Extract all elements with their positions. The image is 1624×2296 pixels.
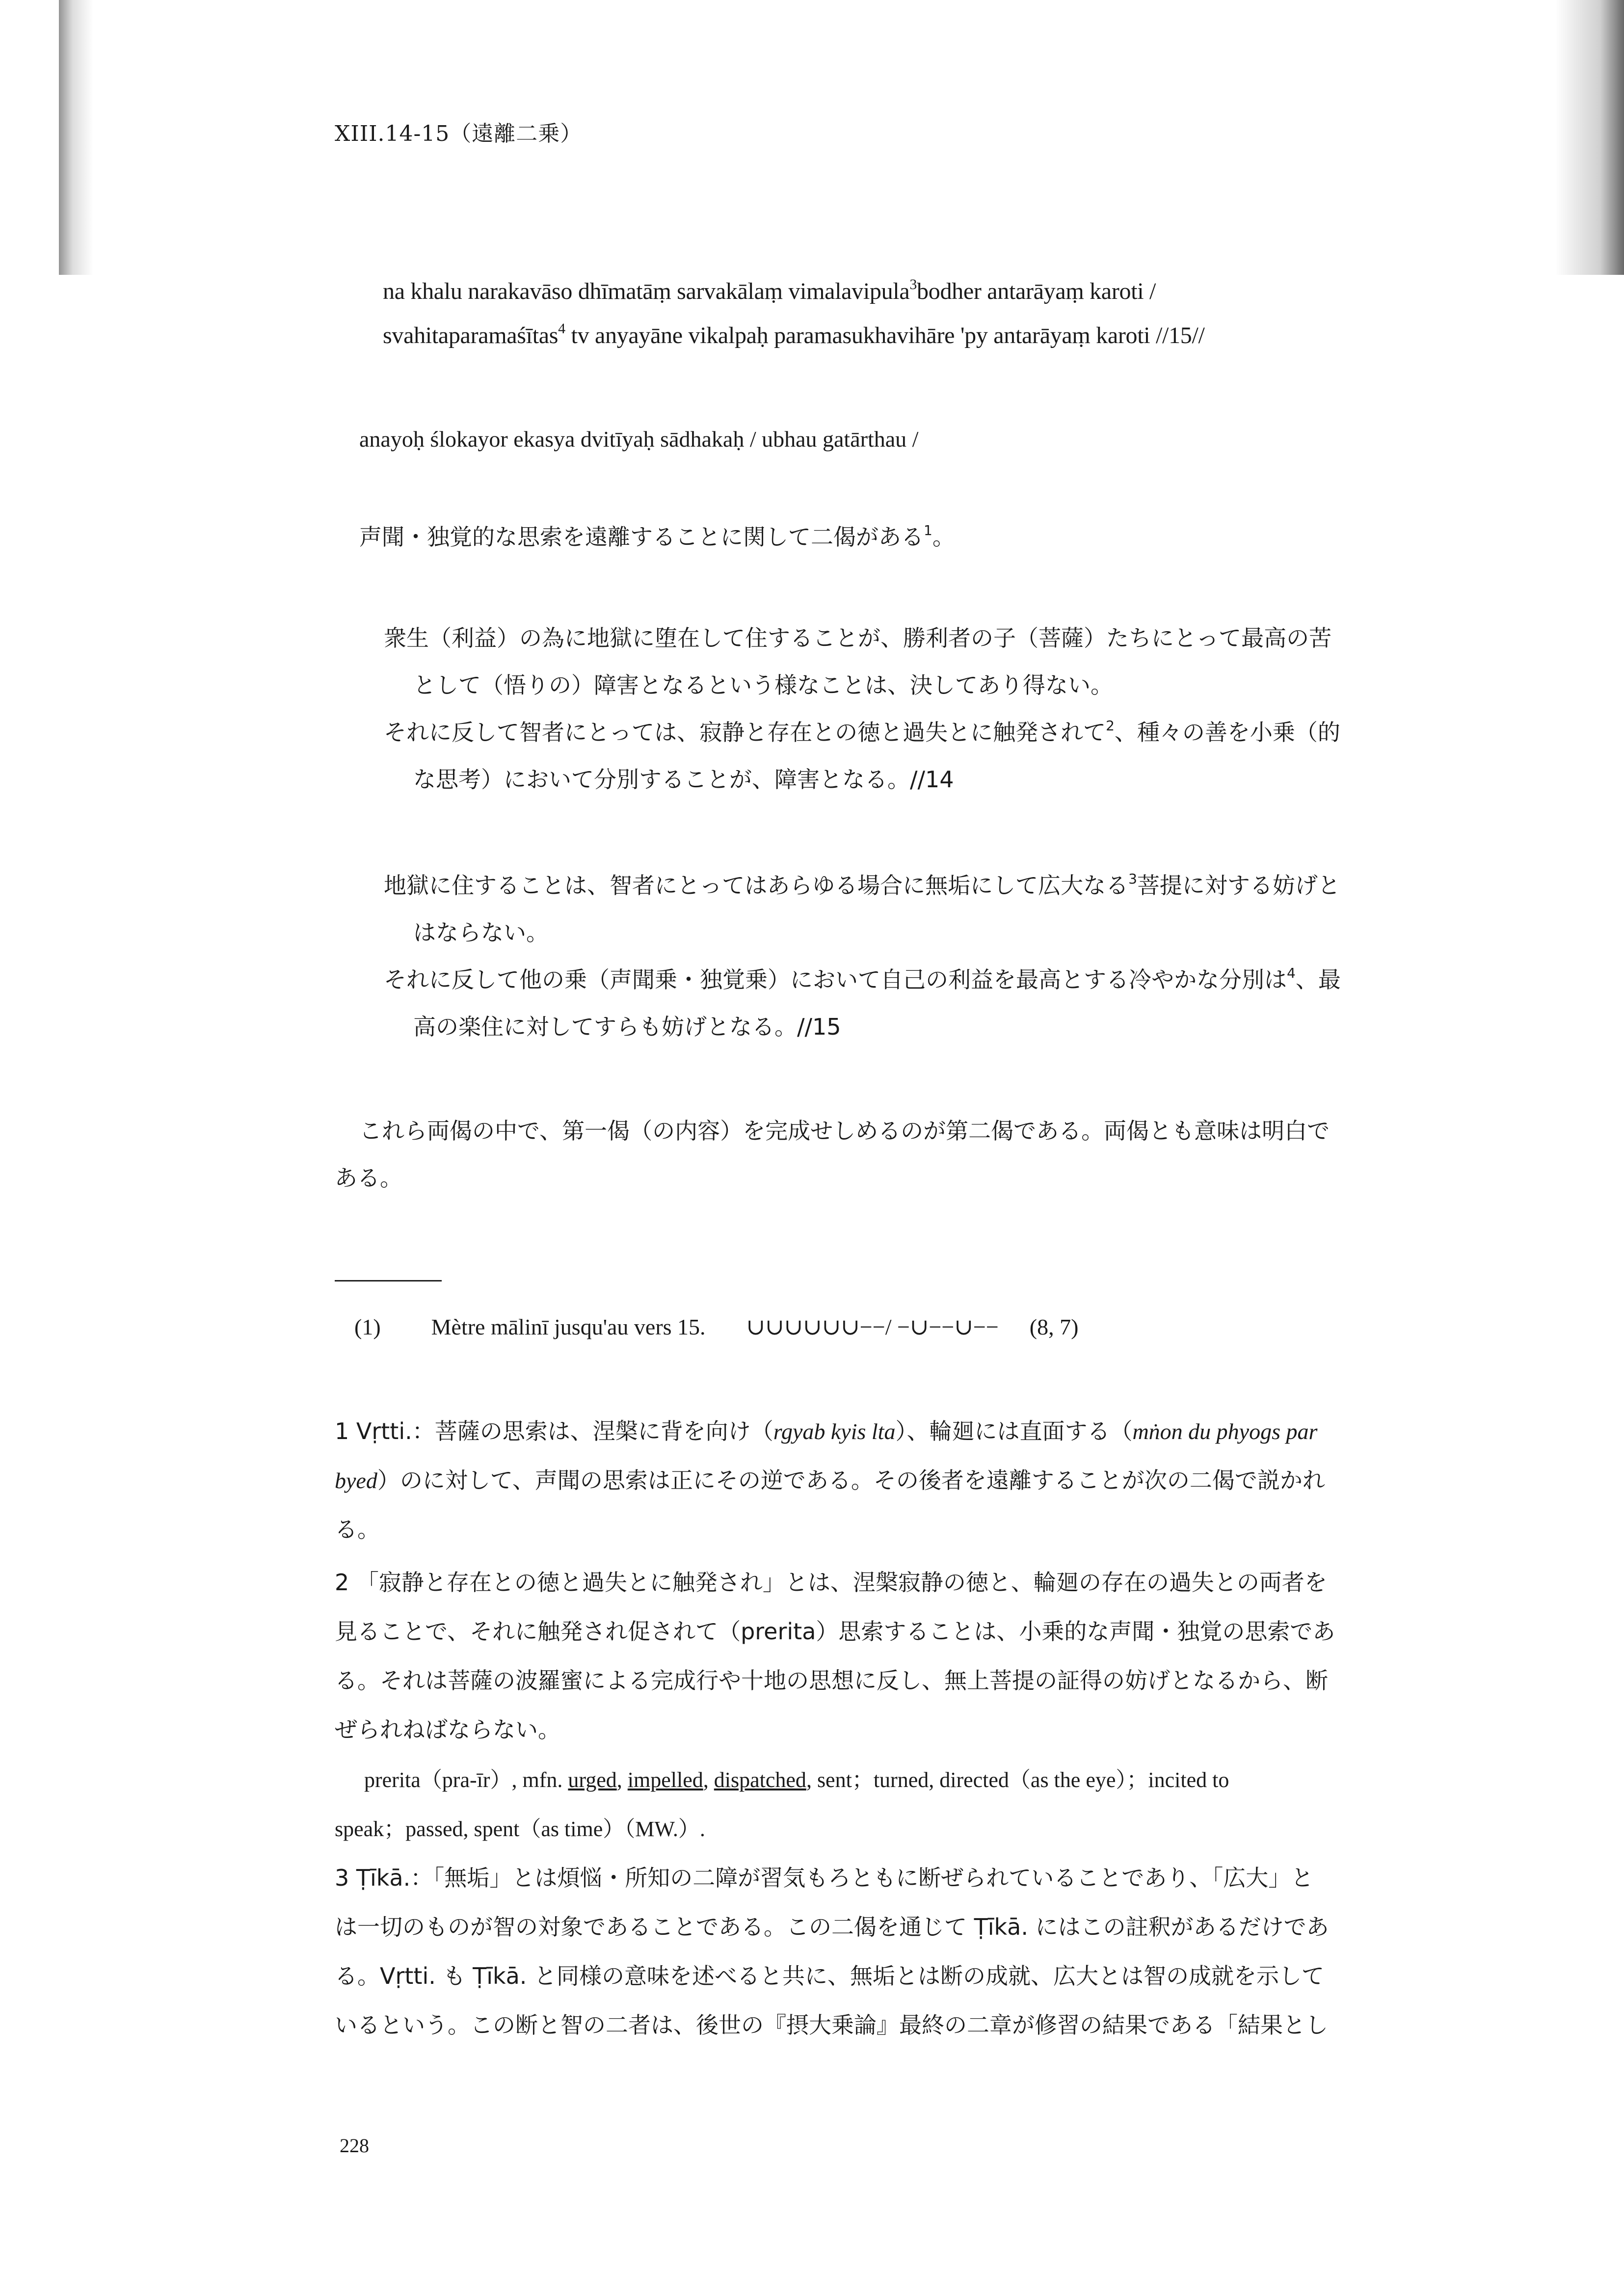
- footnote-2-line-2: 見ることで、それに触発され促されて（prerita）思索することは、小乗的な声聞・独覚の思索であ: [335, 1618, 1335, 1645]
- verse15-line-1: 地獄に住することは、智者にとってはあらゆる場合に無垢にして広大なる$^3$菩提に対する妨げと: [384, 871, 1340, 899]
- page-number: 228: [340, 2135, 369, 2157]
- footnote-2-line-4: ぜられねばならない。: [335, 1716, 560, 1743]
- footnote-1-line-3: る。: [335, 1516, 380, 1543]
- verse14-line-1: 衆生（利益）の為に地獄に堕在して住することが、勝利者の子（菩薩）たちにとって最高の苦: [384, 625, 1332, 651]
- footnote-1-line-2: byed）のに対して、声聞の思索は正にその逆である。その後者を遠離することが次の二偈で説かれ: [335, 1467, 1325, 1494]
- footnote-rule: [335, 1280, 442, 1281]
- footnote-1-line-1: 1 Vṛtti.：菩薩の思索は、涅槃に背を向け（rgyab kyis lta）、輪廻には直面する（mṅon du phyogs par: [335, 1418, 1318, 1444]
- footnote-3-line-1: 3 Ṭīkā.：「無垢」とは煩悩・所知の二障が習気もろともに断ぜられていることであり、「広大」と: [335, 1865, 1314, 1891]
- verse15-line-2: はならない。: [413, 919, 549, 946]
- sanskrit-verse-line-2: svahitaparamaśītas$^4$ tv anyayāne vikalpaḥ paramasukhavihāre 'py antarāyaṃ karoti //15//: [383, 320, 1205, 348]
- conclusion-line-1: これら両偈の中で、第一偈（の内容）を完成せしめるのが第二偈である。両偈とも意味は明白で: [359, 1118, 1330, 1144]
- sanskrit-commentary: anayoḥ ślokayor ekasya dvitīyaḥ sādhakaḥ / ubhau gatārthau /: [359, 427, 919, 452]
- verse14-line-2: として（悟りの）障害となるという様なことは、決してあり得ない。: [413, 672, 1113, 698]
- verse14-line-4: な思考）において分別することが、障害となる。//14: [413, 766, 954, 793]
- footnote-3-line-3: る。Vṛtti. も Ṭīkā. と同様の意味を述べると共に、無垢とは断の成就、広大とは智の成就を示して: [335, 1963, 1325, 1989]
- scan-shadow-right: [1555, 0, 1624, 275]
- footnote-3-line-2: は一切のものが智の対象であることである。この二偈を通じて Ṭīkā. にはこの註釈があるだけであ: [335, 1914, 1329, 1940]
- meter-scheme: ∪∪∪∪∪∪−−/ −∪−−∪−−: [746, 1314, 999, 1339]
- footnote-2-line-1: 2 「寂静と存在との徳と過失とに触発され」とは、涅槃寂静の徳と、輪廻の存在の過失との両者を: [335, 1569, 1327, 1596]
- verse15-line-3: それに反して他の乗（声聞乗・独覚乗）において自己の利益を最高とする冷やかな分別は$^4$、最: [384, 965, 1341, 993]
- prerita-entry-line-1: prerita（pra-īr）, mfn. urged, impelled, dispatched, sent；turned, directed（as the eye）；incited to: [364, 1768, 1229, 1792]
- intro-paragraph: 声聞・独覚的な思索を遠離することに関して二偈がある$^1$。: [359, 522, 955, 550]
- conclusion-line-2: ある。: [335, 1165, 402, 1191]
- section-header: XIII.14-15（遠離二乗）: [335, 121, 583, 146]
- sanskrit-verse-line-1: na khalu narakavāso dhīmatāṃ sarvakālaṃ vimalavipula$^3$bodher antarāyaṃ karoti /: [383, 276, 1156, 304]
- scan-shadow-left: [59, 0, 93, 275]
- meter-note: (1) Mètre mālinī jusqu'au vers 15. ∪∪∪∪∪∪−−/ −∪−−∪−− (8, 7): [354, 1314, 1079, 1339]
- verse15-line-4: 高の楽住に対してすらも妨げとなる。//15: [413, 1014, 841, 1040]
- footnote-3-line-4: いるという。この断と智の二者は、後世の『摂大乗論』最終の二章が修習の結果である「結果とし: [335, 2012, 1328, 2038]
- prerita-entry-line-2: speak；passed, spent（as time）（MW.）.: [335, 1817, 705, 1841]
- footnote-2-line-3: る。それは菩薩の波羅蜜による完成行や十地の思想に反し、無上菩提の証得の妨げとなるから、断: [335, 1667, 1328, 1694]
- verse14-line-3: それに反して智者にとっては、寂静と存在との徳と過失とに触発されて$^2$、種々の善を小乗（的: [384, 718, 1340, 746]
